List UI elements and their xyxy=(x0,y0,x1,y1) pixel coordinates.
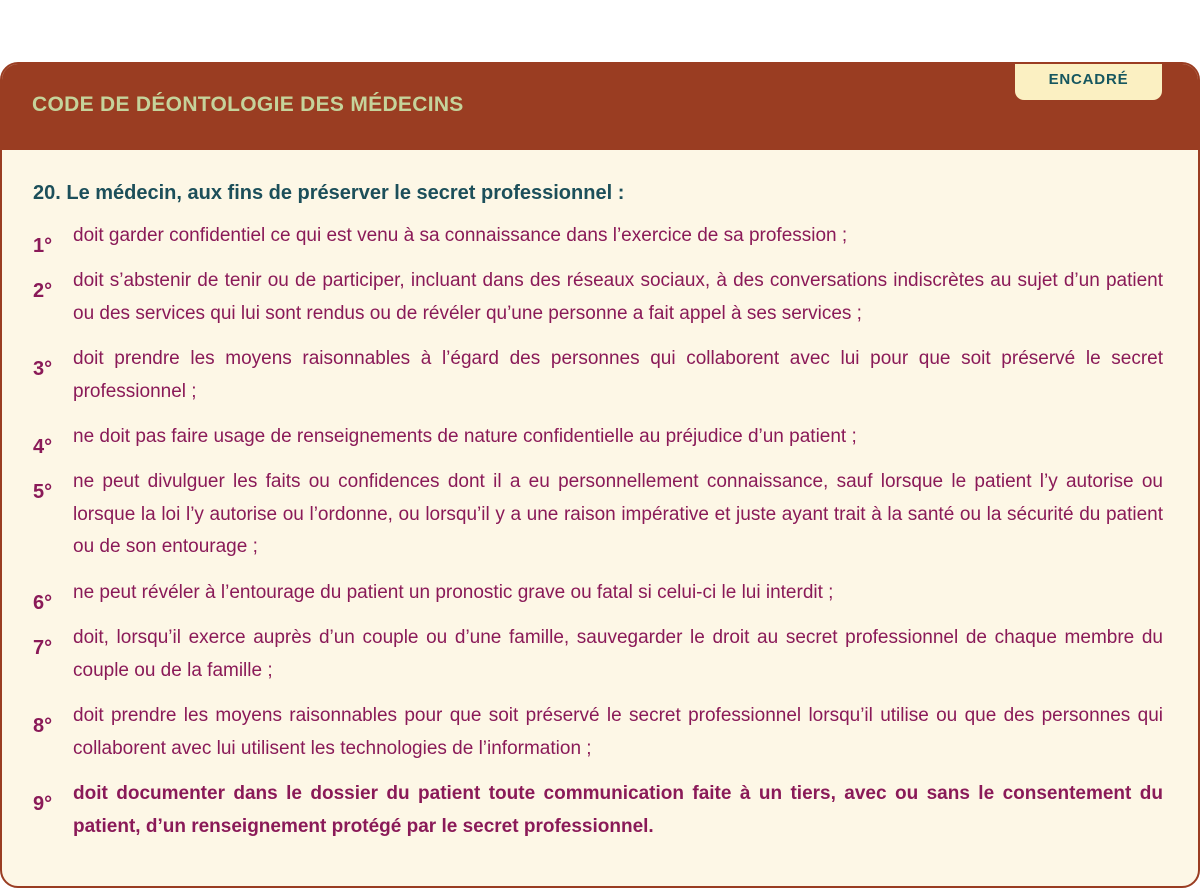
encadre-box xyxy=(0,62,1200,888)
item-number: 1° xyxy=(33,235,53,257)
box-header xyxy=(2,64,1198,150)
item-text: doit s’abstenir de tenir ou de participer, incluant dans des réseaux sociaux, à des conversations indiscrètes au sujet d’un patient ou des services qui lui sont rendus ou de révéler qu’une personne a fait appel à ses services ; xyxy=(73,270,1163,324)
item-number: 2° xyxy=(33,280,53,302)
item-number: 3° xyxy=(33,358,53,380)
item-number: 9° xyxy=(33,793,53,815)
article-intro: 20. Le médecin, aux fins de préserver le secret professionnel : xyxy=(33,182,625,204)
item-number: 8° xyxy=(33,715,53,737)
item-text: ne doit pas faire usage de renseignements de nature confidentielle au préjudice d’un patient ; xyxy=(73,426,857,447)
item-text: ne peut divulguer les faits ou confidences dont il a eu personnellement connaissance, sauf lorsque le patient l’y autorise ou lorsque la loi l’y autorise ou l’ordonne, ou lorsqu’il y a une raison impérative et juste ayant trait à la santé ou la sécurité du patient ou de son entourage ; xyxy=(73,471,1163,557)
item-text: doit prendre les moyens raisonnables à l’égard des personnes qui collaborent avec lui pour que soit préservé le secret professionnel ; xyxy=(73,348,1163,402)
item-number: 6° xyxy=(33,592,53,614)
item-number: 7° xyxy=(33,637,53,659)
item-text: doit garder confidentiel ce qui est venu à sa connaissance dans l’exercice de sa profession ; xyxy=(73,225,848,246)
encadre-tag: ENCADRÉ xyxy=(1015,62,1162,100)
item-text: doit prendre les moyens raisonnables pour que soit préservé le secret professionnel lorsqu’il utilise ou que des personnes qui collaborent avec lui utilisent les technologies de l’information ; xyxy=(73,705,1163,759)
item-text: ne peut révéler à l’entourage du patient un pronostic grave ou fatal si celui-ci le lui interdit ; xyxy=(73,582,834,603)
item-number: 5° xyxy=(33,481,53,503)
item-text: doit documenter dans le dossier du patient toute communication faite à un tiers, avec ou sans le consentement du patient, d’un renseignement protégé par le secret professionnel. xyxy=(73,783,1163,837)
box-title: CODE DE DÉONTOLOGIE DES MÉDECINS xyxy=(32,93,464,116)
item-text: doit, lorsqu’il exerce auprès d’un couple ou d’une famille, sauvegarder le droit au secret professionnel de chaque membre du couple ou de la famille ; xyxy=(73,627,1163,681)
item-number: 4° xyxy=(33,436,53,458)
